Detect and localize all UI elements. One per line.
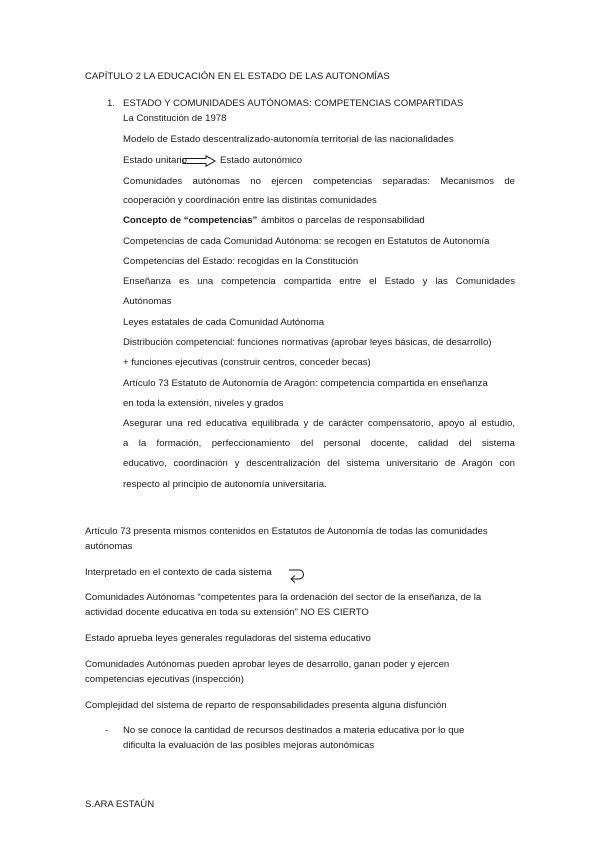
line-concepto-rest: ámbitos o parcelas de responsabilidad	[261, 215, 425, 226]
bullet-recursos-a: No se conoce la cantidad de recursos destinados a materia educativa por lo que	[123, 725, 465, 736]
line-articulo73-a: Artículo 73 Estatuto de Autonomía de Aragón: competencia compartida en enseñanza	[123, 378, 488, 389]
line-asegurar-d: respecto al principio de autonomía universitaria.	[123, 479, 327, 490]
line-competencias-estado: Competencias del Estado: recogidas en la Constitución	[123, 256, 359, 267]
line-modelo-estado: Modelo de Estado descentralizado-autonomía territorial de las nacionalidades	[123, 134, 454, 145]
para-articulo73-a: Artículo 73 presenta mismos contenidos en Estatutos de Autonomía de todas las comunidades	[85, 526, 488, 537]
line-estado-autonomico: Estado autonómico	[220, 155, 303, 166]
curved-return-arrow-icon	[287, 566, 309, 584]
section-number: 1.	[107, 98, 116, 109]
section-title: ESTADO Y COMUNIDADES AUTÓNOMAS: COMPETENCIAS COMPARTIDAS	[123, 98, 464, 109]
bullet-mark: -	[105, 725, 109, 736]
line-concepto-bold: Concepto de “competencias”	[123, 215, 258, 226]
line-comunidades-a: Comunidades autónomas no ejercen competencias separadas: Mecanismos de	[123, 176, 515, 187]
para-articulo73-b: autónomas	[85, 541, 133, 552]
double-right-arrow-icon	[182, 155, 216, 167]
bullet-recursos-b: dificulta la evaluación de las posibles mejoras autonómicas	[123, 740, 375, 751]
line-asegurar-c: educativo, coordinación y descentralización del sistema universitario de Aragón con	[123, 458, 515, 469]
para-leyes-desarrollo-b: competencias ejecutivas (inspección)	[85, 674, 244, 685]
line-comunidades-b: cooperación y coordinación entre las distintas comunidades	[123, 195, 377, 206]
line-ensenanza-a: Enseñanza es una competencia compartida entre el Estado y las Comunidades	[123, 276, 515, 287]
line-distribucion-a: Distribución competencial: funciones normativas (aprobar leyes básicas, de desarrollo)	[123, 337, 492, 348]
footer-author: S.ARA ESTAÚN	[85, 799, 155, 810]
para-leyes-desarrollo-a: Comunidades Autónomas pueden aprobar leyes de desarrollo, ganan poder y ejercen	[85, 659, 450, 670]
para-interpretado: Interpretado en el contexto de cada sistema	[85, 567, 272, 578]
line-estado-unitario: Estado unitario	[123, 155, 187, 166]
line-distribucion-b: + funciones ejecutivas (construir centros, conceder becas)	[123, 357, 371, 368]
chapter-title: CAPÍTULO 2 LA EDUCACIÓN EN EL ESTADO DE LAS AUTONOMÍAS	[85, 71, 390, 82]
line-ensenanza-b: Autónomas	[123, 296, 172, 307]
line-asegurar-b: a la formación, perfeccionamiento del personal docente, calidad del sistema	[123, 438, 515, 449]
line-articulo73-b: en toda la extensión, niveles y grados	[123, 398, 284, 409]
line-asegurar-a: Asegurar una red educativa equilibrada y de carácter compensatorio, apoyo al estudio,	[123, 418, 515, 429]
line-leyes-estatales: Leyes estatales de cada Comunidad Autónoma	[123, 317, 325, 328]
para-complejidad: Complejidad del sistema de reparto de responsabilidades presenta alguna disfunción	[85, 700, 447, 711]
para-estado-aprueba: Estado aprueba leyes generales reguladoras del sistema educativo	[85, 633, 371, 644]
para-comunidades-a: Comunidades Autónomas “competentes para la ordenación del sector de la enseñanza, de la	[85, 592, 482, 603]
line-constitucion: La Constitución de 1978	[123, 113, 227, 124]
line-competencias-ca: Competencias de cada Comunidad Autónoma: se recogen en Estatutos de Autonomía	[123, 236, 490, 247]
para-comunidades-b: actividad docente educativa en toda su extensión” NO ES CIERTO	[85, 607, 369, 618]
